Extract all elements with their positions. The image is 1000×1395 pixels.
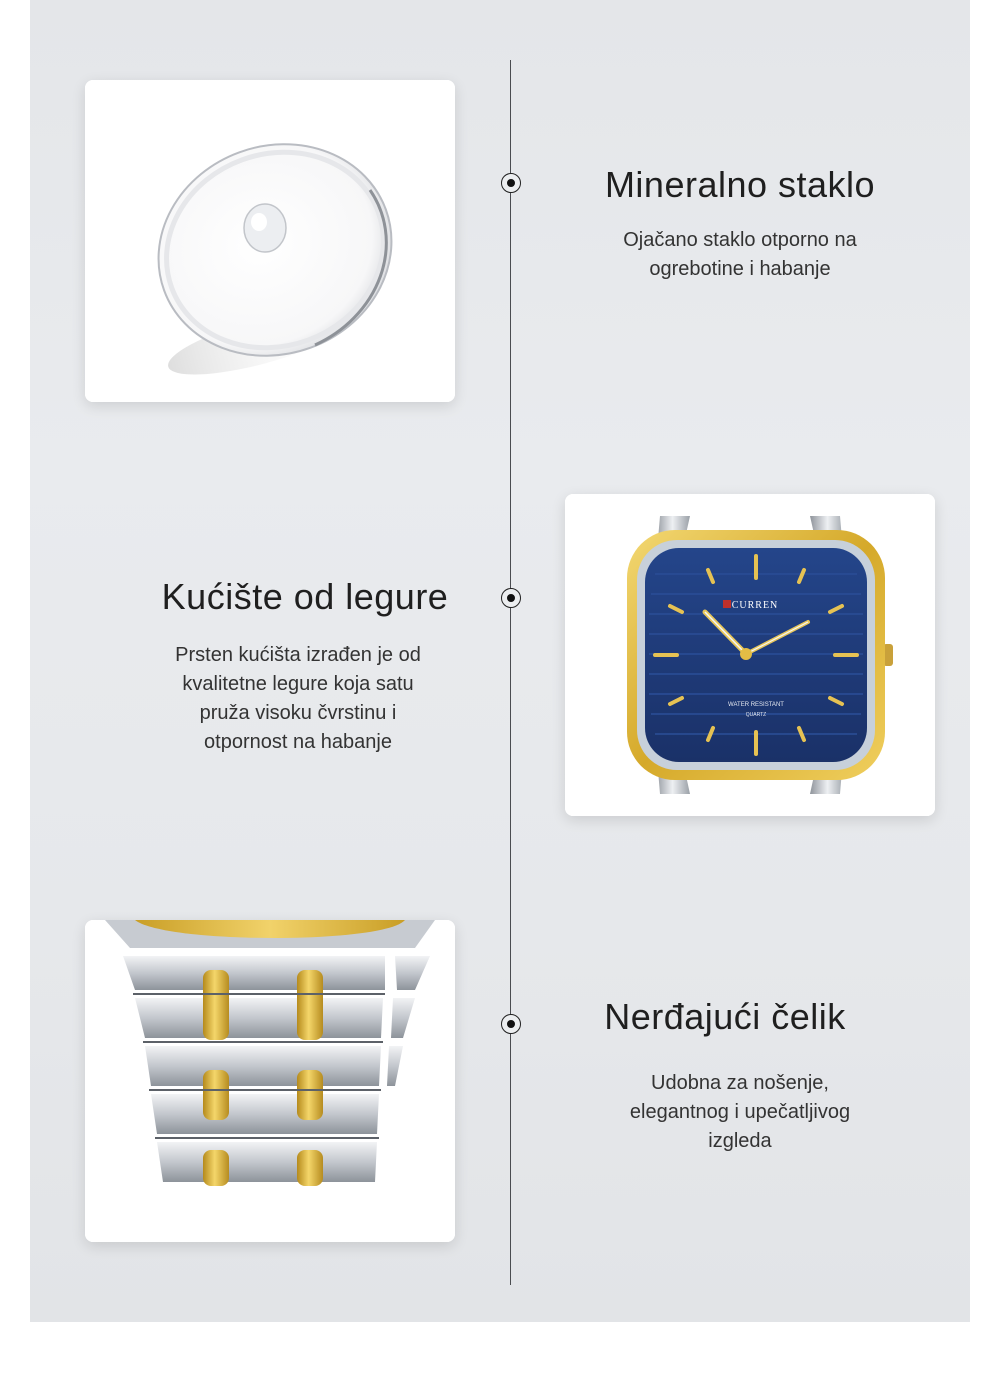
stainless-steel-image	[85, 920, 455, 1242]
desc-line: Udobna za nošenje,	[651, 1072, 829, 1094]
timeline-dot-1	[501, 173, 521, 193]
desc-line: otpornost na habanje	[204, 731, 392, 753]
desc-line: ogrebotine i habanje	[649, 258, 831, 280]
mineral-glass-image	[85, 80, 455, 402]
timeline-dot-2	[501, 588, 521, 608]
desc-line: Prsten kućišta izrađen je od	[175, 644, 421, 666]
dial-water-resistant: WATER RESISTANT	[728, 702, 784, 708]
desc-line: izgleda	[708, 1130, 772, 1152]
dial-quartz: QUARTZ	[745, 712, 767, 718]
feature-title-mineral-glass: Mineralno staklo	[604, 164, 876, 205]
watch-case-icon	[565, 494, 935, 816]
dial-brand: CURREN	[731, 600, 779, 611]
desc-line: kvalitetne legure koja satu	[182, 673, 414, 695]
feature-desc-mineral-glass	[560, 226, 920, 284]
feature-desc-alloy-case	[118, 641, 478, 757]
steel-bracelet-icon	[85, 920, 455, 1242]
feature-title-alloy-case: Kućište od legure	[161, 576, 449, 617]
desc-line: pruža visoku čvrstinu i	[199, 702, 397, 724]
desc-line: Ojačano staklo otporno na	[623, 229, 857, 251]
timeline-dot-3	[501, 1014, 521, 1034]
alloy-case-image	[565, 494, 935, 816]
glass-lens-icon	[85, 80, 455, 402]
feature-desc-stainless-steel	[560, 1069, 920, 1156]
timeline-line	[510, 60, 511, 1285]
desc-line: elegantnog i upečatljivog	[629, 1101, 851, 1123]
feature-title-stainless-steel: Nerđajući čelik	[604, 996, 846, 1037]
